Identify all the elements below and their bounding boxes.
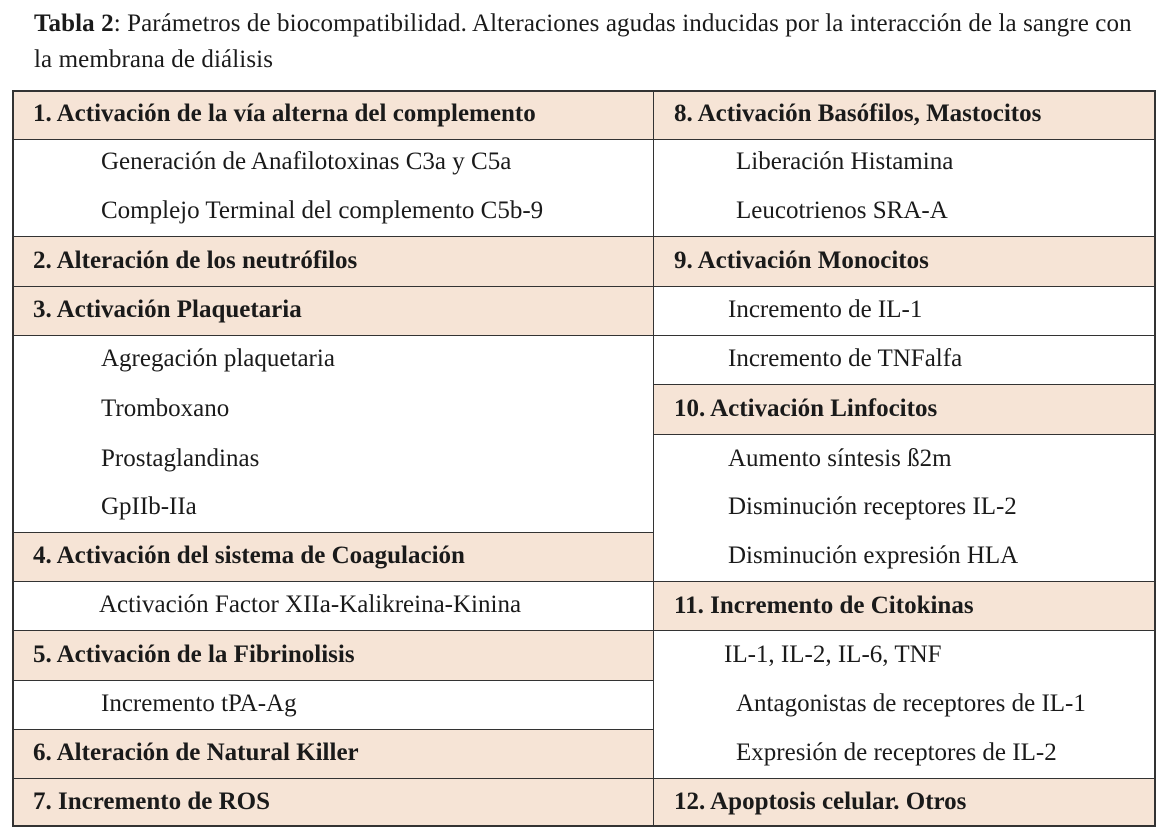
caption-label: Tabla 2 <box>34 10 114 37</box>
row-divider <box>12 139 654 140</box>
row-divider <box>654 434 1156 435</box>
row-divider <box>12 286 654 287</box>
list-item: Generación de Anafilotoxinas C3a y C5a <box>101 148 512 175</box>
list-item: Agregación plaquetaria <box>101 345 335 372</box>
table-caption <box>34 6 1154 78</box>
list-item: Activación Factor XIIa-Kalikreina-Kinina <box>99 591 522 618</box>
left-column <box>12 90 654 827</box>
list-item: Tromboxano <box>101 395 230 422</box>
row-divider <box>12 729 654 730</box>
list-item: Incremento tPA-Ag <box>101 690 297 717</box>
section-header-8: 8. Activación Basófilos, Mastocitos <box>654 90 1156 139</box>
section-header-12: 12. Apoptosis celular. Otros <box>654 778 1156 827</box>
list-item: Prostaglandinas <box>101 445 260 472</box>
section-header-4: 4. Activación del sistema de Coagulación <box>12 532 654 581</box>
row-divider <box>12 778 654 779</box>
list-item: GpIIb-IIa <box>101 493 197 520</box>
section-header-10: 10. Activación Linfocitos <box>654 384 1156 434</box>
row-divider <box>12 236 654 237</box>
list-item: Complejo Terminal del complemento C5b-9 <box>101 197 544 224</box>
row-divider <box>12 630 654 631</box>
list-item: Aumento síntesis ß2m <box>728 445 952 472</box>
column-divider <box>653 90 654 827</box>
row-divider <box>654 286 1156 287</box>
section-header-1: 1. Activación de la vía alterna del complemento <box>12 90 654 139</box>
list-item: Incremento de TNFalfa <box>728 345 963 372</box>
list-item: Incremento de IL-1 <box>728 296 923 323</box>
list-item: Liberación Histamina <box>736 148 954 175</box>
list-item: Leucotrienos SRA-A <box>736 197 948 224</box>
section-header-2: 2. Alteración de los neutrófilos <box>12 236 654 286</box>
list-item: Disminución expresión HLA <box>728 542 1019 569</box>
section-header-5: 5. Activación de la Fibrinolisis <box>12 630 654 680</box>
row-divider <box>654 139 1156 140</box>
section-header-9: 9. Activación Monocitos <box>654 236 1156 286</box>
caption-text: : Parámetros de biocompatibilidad. Alteraciones agudas inducidas por la interacción de la sangre con la membrana de diálisis <box>34 10 1132 73</box>
list-item: Expresión de receptores de IL-2 <box>736 739 1057 766</box>
row-divider <box>654 335 1156 336</box>
section-header-7: 7. Incremento de ROS <box>12 778 654 827</box>
section-header-11: 11. Incremento de Citokinas <box>654 581 1156 630</box>
row-divider <box>654 384 1156 385</box>
biocompatibility-table <box>12 90 1156 827</box>
row-divider <box>12 680 654 681</box>
list-item: Antagonistas de receptores de IL-1 <box>736 690 1086 717</box>
row-divider <box>654 581 1156 582</box>
right-column <box>654 90 1156 827</box>
row-divider <box>654 236 1156 237</box>
section-header-3: 3. Activación Plaquetaria <box>12 286 654 335</box>
list-item: IL-1, IL-2, IL-6, TNF <box>724 641 942 668</box>
row-divider <box>654 630 1156 631</box>
row-divider <box>12 532 654 533</box>
row-divider <box>654 778 1156 779</box>
list-item: Disminución receptores IL-2 <box>728 493 1017 520</box>
row-divider <box>12 581 654 582</box>
section-header-6: 6. Alteración de Natural Killer <box>12 729 654 778</box>
row-divider <box>12 335 654 336</box>
